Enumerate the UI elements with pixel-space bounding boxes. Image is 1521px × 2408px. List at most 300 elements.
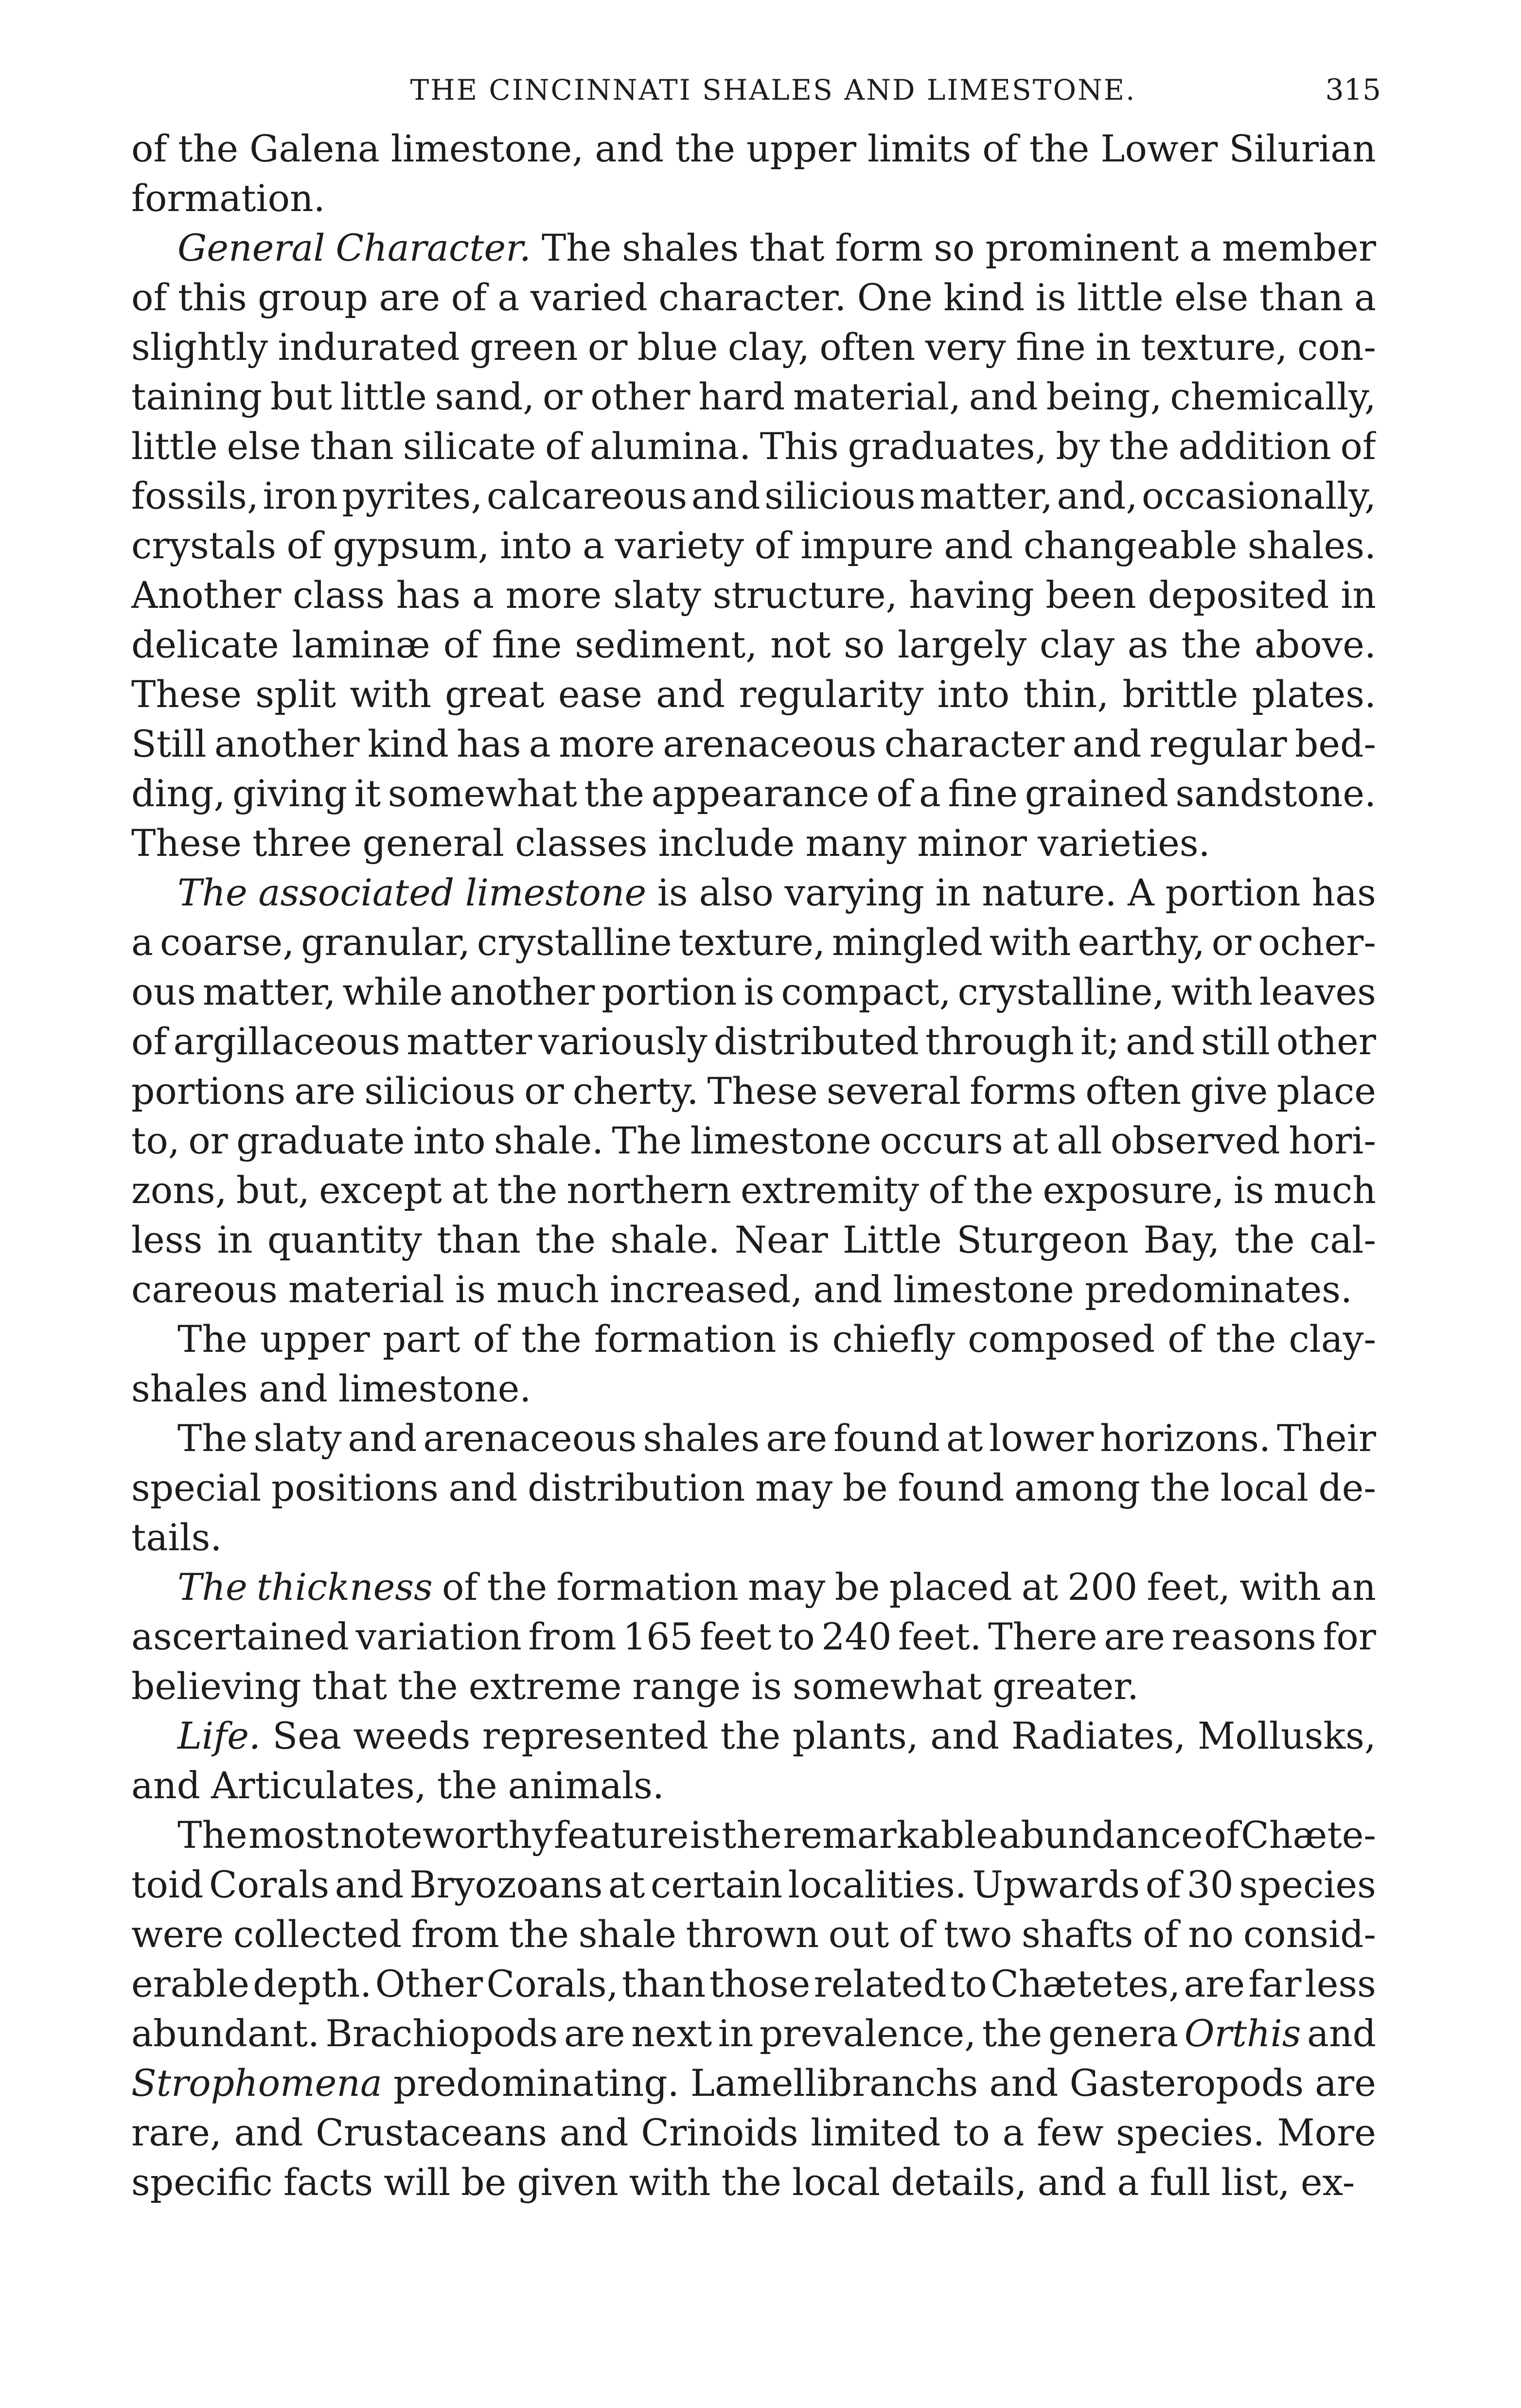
word: at [608,1863,645,1906]
word: has [1311,871,1376,914]
word: largely [898,623,1027,666]
word: into [937,673,1010,716]
word: much [1273,1169,1376,1212]
word: of [473,1318,509,1361]
word: been [1045,574,1136,617]
word: represented [482,1715,709,1757]
word: having [909,574,1034,617]
word: to [953,2111,990,2154]
word: next [631,2012,712,2055]
word: or [587,326,628,369]
word: shales [131,1367,248,1410]
word: several [826,1070,961,1113]
word: weeds [353,1715,471,1757]
word: the [487,1566,548,1609]
word: nature. [982,871,1117,914]
word: also [699,871,774,914]
word: Near [734,1219,828,1261]
text-line [131,1810,1376,1860]
word: sediment, [575,623,758,666]
text-line [131,769,1376,818]
word: iron [263,475,338,517]
word: Mollusks, [1198,1715,1376,1757]
word: other [1276,1020,1376,1063]
text-line [131,273,1376,322]
word: The [177,1566,248,1609]
word: a [583,524,605,567]
word: appearance [651,772,869,815]
word: special [131,1467,262,1509]
word: clay [1040,623,1115,666]
word: the [722,1814,782,1857]
text-line [131,1711,1376,1761]
word: and [258,1367,328,1410]
word: delicate [131,623,279,666]
word: be [834,1566,880,1609]
word: variation [355,1615,522,1658]
word: the [178,127,239,170]
word: genera [1048,2012,1179,2055]
word: taining [131,375,263,418]
text-line [131,1959,1376,2009]
word: argillaceous [173,1020,401,1063]
word: and [989,2062,1059,2105]
word: silicious [764,475,916,517]
word: are [766,1417,828,1460]
word: character. [658,276,847,319]
word: at [1021,1566,1059,1609]
word: few [1037,2111,1104,2154]
word: split [255,673,336,716]
word: changeable [1023,524,1238,567]
text-line [131,570,1376,620]
word: from [411,1913,499,1956]
text-line [131,1314,1376,1364]
word: a [472,574,494,617]
word: portion [601,971,737,1013]
word: and [234,2111,303,2154]
word: limestone [690,1119,872,1162]
word: pyrites, [342,475,483,517]
word: classes [515,822,648,865]
word: and [595,127,664,170]
text-line [131,1215,1376,1265]
word: are [379,276,441,319]
word: A [1128,871,1154,914]
word: a [497,276,520,319]
word: Silurian [1229,127,1376,170]
word: and [1307,2012,1376,2055]
text-line [131,1612,1376,1662]
text-line [131,1116,1376,1166]
word: given [517,2161,619,2204]
word: limestone, [390,127,584,170]
word: the [973,1169,1034,1212]
word: material, [793,375,961,418]
word: and, [1057,475,1138,517]
word: to [950,1963,987,2005]
word: at [1011,1119,1048,1162]
text-line [131,719,1376,769]
word: a [1189,227,1212,269]
word: abundance [999,1814,1203,1857]
word: Bay, [1143,1219,1220,1261]
word: the [521,1318,582,1361]
word: sandstone. [1175,772,1376,815]
word: con- [1297,326,1376,369]
word: greater. [992,1665,1139,1708]
word: and [969,375,1038,418]
word: The [177,1417,248,1460]
page-number: 315 [1325,73,1381,107]
word: Articulates, [211,1764,426,1807]
word: will [384,2161,451,2204]
word: regular [1149,723,1287,765]
word: toid [131,1863,204,1906]
word: northern [566,1169,731,1212]
word: a [529,723,551,765]
word: much [496,1268,599,1311]
word: for [1323,1615,1376,1658]
word: thin, [1023,673,1109,716]
word: indurated [278,326,460,369]
word: at [451,1169,488,1212]
word: compact, [781,971,951,1013]
word: may [748,1566,826,1609]
word: noteworthy [340,1814,553,1857]
word: hard [698,375,785,418]
word: upper [746,127,857,170]
word: two [944,1913,1012,1956]
word: very [925,326,1006,369]
word: and [348,1417,417,1460]
word: the [497,1169,558,1212]
text-line [131,1414,1376,1463]
text-line [131,1265,1376,1314]
word: all [1057,1119,1102,1162]
word: found [833,1417,940,1460]
word: observed [1110,1119,1280,1162]
word: are [1315,2062,1376,2105]
word: species. [1116,2111,1265,2154]
word: little [340,375,427,418]
word: zons, [131,1169,227,1212]
word: or [524,1070,564,1113]
text-line [131,1017,1376,1066]
text-line [131,2009,1376,2058]
word: details, [891,2161,1027,2204]
word: ex- [1300,2161,1355,2204]
word: limestone [465,871,647,914]
word: shafts [1022,1913,1133,1956]
word: varied [530,276,648,319]
word: is [657,871,688,914]
word: the [1150,1467,1211,1509]
word: somewhat [388,772,577,815]
text-line [131,1166,1376,1215]
word: minor [917,822,1027,865]
word: predominating. [393,2062,679,2105]
word: form [835,227,923,269]
word: being, [1046,375,1162,418]
word: the [1029,127,1090,170]
word: lower [989,1417,1094,1460]
word: arenaceous [423,1417,637,1460]
text-line [131,521,1376,570]
word: slaty [253,1417,342,1460]
word: leaves [1259,971,1376,1013]
word: most [248,1814,339,1857]
word: than [437,1219,521,1261]
word: of [876,772,912,815]
word: little [1077,276,1164,319]
word: Other [375,1963,483,2005]
word: General [177,227,325,269]
word: species [1239,1863,1376,1906]
word: rare, [131,2111,222,2154]
word: the [720,1715,781,1757]
word: The [177,1318,248,1361]
word: is [1233,1169,1264,1212]
word: reasons [1171,1615,1316,1658]
word: and [1037,2161,1107,2204]
word: Another [131,574,282,617]
word: three [252,822,352,865]
word: in [1341,574,1376,617]
word: while [342,971,443,1013]
word: Sea [272,1715,341,1757]
word: The [177,871,248,914]
word: or [543,375,583,418]
word: it; [1080,1020,1120,1063]
word: facts [283,2161,373,2204]
word: and [131,1764,200,1807]
text-line [131,372,1376,422]
word: limestone [893,1268,1074,1311]
word: member [1221,227,1376,269]
word: to [778,1615,815,1658]
word: not [770,623,831,666]
word: and [335,1863,404,1906]
word: is [789,1318,820,1361]
word: Chæte- [1241,1814,1376,1857]
word: coarse, [159,921,295,964]
word: character [884,723,1065,765]
word: distributed [713,1020,919,1063]
word: abundant. [131,2012,319,2055]
word: These [131,822,242,865]
word: and [559,2111,629,2154]
word: the [675,127,735,170]
word: hori- [1289,1119,1376,1162]
body-text [131,124,1376,2207]
word: composed [968,1318,1155,1361]
word: variety [615,524,744,567]
word: and [1126,1020,1195,1063]
word: earthy, [1078,921,1205,964]
word: portion [1165,871,1301,914]
text-line [131,422,1376,471]
word: careous [131,1268,278,1311]
word: little [131,425,218,468]
word: deposited [1148,574,1329,617]
word: another [449,971,595,1013]
word: of [1167,1318,1203,1361]
word: Their [1277,1417,1376,1460]
word: regularity [739,673,924,716]
word: Crinoids [641,2111,798,2154]
word: into [500,524,572,567]
word: Bryozoans [409,1863,603,1906]
word: be [842,1467,888,1509]
word: more [559,723,655,765]
word: or [188,1119,228,1162]
word: prominent [985,227,1179,269]
text-line [131,1562,1376,1612]
word: kind [943,276,1025,319]
word: brittle [1122,673,1238,716]
word: clay, [727,326,810,369]
word: still [1201,1020,1270,1063]
word: a [131,921,154,964]
word: matter [407,1020,532,1063]
word: grained [1025,772,1168,815]
word: so [934,227,975,269]
word: Chætetes, [990,1963,1181,2005]
word: formation [594,1318,777,1361]
word: the [982,2012,1043,2055]
text-line [131,670,1376,719]
word: Life. [177,1715,261,1757]
word: The [612,1119,682,1162]
word: Galena [249,127,380,170]
word: at [946,1417,983,1460]
word: the [584,772,644,815]
word: be [461,2161,507,2204]
word: Crustaceans [316,2111,548,2154]
word: Upwards [972,1863,1140,1906]
word: with [1239,1566,1322,1609]
word: bed- [1295,723,1376,765]
word: in [718,2012,754,2055]
word: 240 [821,1615,892,1658]
word: this [177,276,247,319]
word: varieties. [1038,822,1210,865]
word: many [805,822,907,865]
word: list, [1221,2161,1290,2204]
word: class [293,574,385,617]
word: One [857,276,933,319]
word: and [930,1715,1000,1757]
word: specific [131,2161,273,2204]
word: silicate [403,425,536,468]
word: impure [800,524,934,567]
word: far [1248,1963,1302,2005]
word: a [1117,2161,1139,2204]
word: More [1277,2111,1376,2154]
word: matter, [202,971,336,1013]
word: crystalline, [957,971,1165,1013]
word: is [455,1268,486,1311]
word: Little [843,1219,942,1261]
word: of [1204,1814,1240,1857]
word: and [944,524,1013,567]
word: Orthis [1184,2012,1301,2055]
word: other [590,375,690,418]
word: of [545,425,581,468]
word: full [1150,2161,1211,2204]
word: crystals [131,524,277,567]
word: in [935,871,971,914]
word: into [413,1119,486,1162]
word: and [656,673,725,716]
word: is [743,971,775,1013]
word: distribution [528,1467,745,1509]
word: ocher- [1258,921,1376,964]
word: fine [1016,326,1086,369]
word: the [1216,1318,1276,1361]
word: another [214,723,360,765]
word: formation. [131,177,325,220]
word: These [131,673,242,716]
word: de- [1318,1467,1376,1509]
word: clay- [1289,1318,1376,1361]
text-line [131,2158,1376,2207]
word: thrown [686,1913,819,1956]
word: ease [558,673,642,716]
word: of [286,524,322,567]
word: than [621,1963,706,2005]
word: a [1002,2111,1025,2154]
word: shale. [610,1219,720,1261]
word: limits [867,127,972,170]
word: Strophomena [131,2062,382,2105]
word: depth. [253,1963,372,2005]
word: graduate [236,1119,405,1162]
word: 165 [623,1615,693,1658]
word: more [505,574,602,617]
word: plates. [1252,673,1376,716]
text-line [131,1662,1376,1711]
word: increased, [609,1268,803,1311]
word: those [709,1963,811,2005]
word: less [1305,1963,1376,2005]
word: alumina. [590,425,751,468]
word: are [1184,1963,1245,2005]
word: shales [622,227,739,269]
word: through [925,1020,1075,1063]
word: it [354,772,381,815]
word: than [1259,276,1344,319]
word: There [988,1615,1097,1658]
word: portions [131,1070,286,1113]
word: thickness [256,1566,433,1609]
word: chiefly [832,1318,955,1361]
word: cal- [1309,1219,1376,1261]
text-line [131,918,1376,967]
word: placed [889,1566,1012,1609]
word: with [629,2161,711,2204]
word: predominates. [1084,1268,1353,1311]
word: Sturgeon [956,1219,1129,1261]
word: feet, [1147,1566,1231,1609]
word: out [828,1913,889,1956]
text-line [131,322,1376,372]
word: green [470,326,578,369]
word: than [310,425,394,468]
word: kind [367,723,449,765]
word: so [844,623,885,666]
